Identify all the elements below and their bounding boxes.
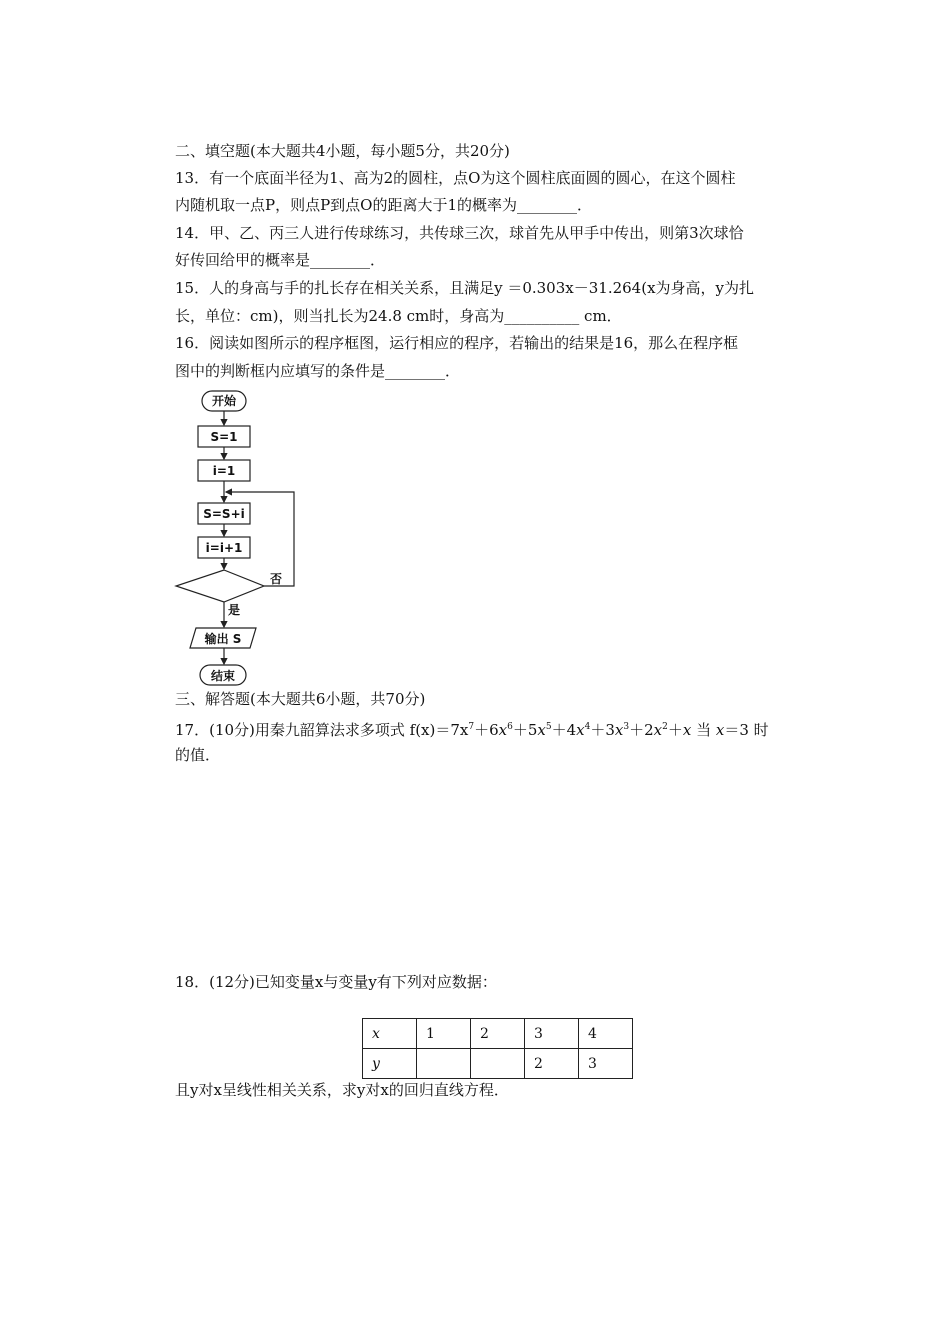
flowchart-yes-label: 是 [227, 603, 241, 617]
flowchart-decision-diamond [176, 570, 264, 602]
question-15-line2: 长，单位：cm)，则当扎长为24.8 cm时，身高为__________ cm． [175, 307, 622, 325]
question-18-after-table: 且y对x呈线性相关关系，求y对x的回归直线方程． [175, 1081, 509, 1099]
question-13-line1: 13．有一个底面半径为1、高为2的圆柱，点O为这个圆柱底面圆的圆心，在这个圆柱 [175, 169, 736, 187]
question-17-line2: 的值． [175, 746, 221, 764]
flowchart-start-label: 开始 [211, 394, 237, 408]
question-13-line2: 内随机取一点P，则点P到点O的距离大于1的概率为________． [175, 196, 593, 214]
question-18-line1: 18．(12分)已知变量x与变量y有下列对应数据： [175, 973, 497, 991]
table-cell: 4 [579, 1019, 633, 1049]
table-cell: x [363, 1019, 417, 1049]
question-16-line2: 图中的判断框内应填写的条件是________． [175, 362, 461, 380]
flowchart-output-label: 输出 S [204, 632, 242, 646]
flowchart-s-init-label: S=1 [210, 430, 238, 444]
question-15-line1: 15．人的身高与手的扎长存在相关关系，且满足y ＝0.303x－31.264(x为身高，y为扎 [175, 279, 755, 297]
question-14-line2: 好传回给甲的概率是________． [175, 251, 386, 269]
question-16-line1: 16．阅读如图所示的程序框图，运行相应的程序，若输出的结果是16，那么在程序框 [175, 334, 739, 352]
table-cell [471, 1049, 525, 1079]
section3-heading: 三、解答题(本大题共6小题，共70分) [175, 690, 426, 708]
table-row [363, 1019, 633, 1049]
question-17-prefix: 17．(10分)用秦九韶算法求多项式 f(x)＝7x [175, 721, 469, 739]
table-cell: 2 [471, 1019, 525, 1049]
table-cell: 1 [417, 1019, 471, 1049]
flowchart-s-update-label: S=S+i [203, 507, 245, 521]
question-14-line1: 14．甲、乙、丙三人进行传球练习，共传球三次，球首先从甲手中传出，则第3次球恰 [175, 224, 744, 242]
flowchart-end-label: 结束 [210, 669, 236, 683]
flowchart-i-update-label: i=i+1 [205, 541, 243, 555]
flowchart-no-label: 否 [269, 572, 283, 586]
table-cell [417, 1049, 471, 1079]
table-row [363, 1049, 633, 1079]
xy-data-table [362, 1018, 633, 1079]
table-cell: 3 [525, 1019, 579, 1049]
section2-heading: 二、填空题(本大题共4小题，每小题5分，共20分) [175, 142, 510, 160]
table-cell: 2 [525, 1049, 579, 1079]
flowchart-i-init-label: i=1 [212, 464, 236, 478]
table-cell: y [363, 1049, 417, 1079]
program-flowchart [170, 388, 310, 693]
question-17-line1: 17．(10分)用秦九韶算法求多项式 $f(x)=7x^7+6x^6+5x^5+4x^4+3x^3+2x^2+x$ 当 x＝3 时 [175, 721, 769, 739]
table-cell: 3 [579, 1049, 633, 1079]
